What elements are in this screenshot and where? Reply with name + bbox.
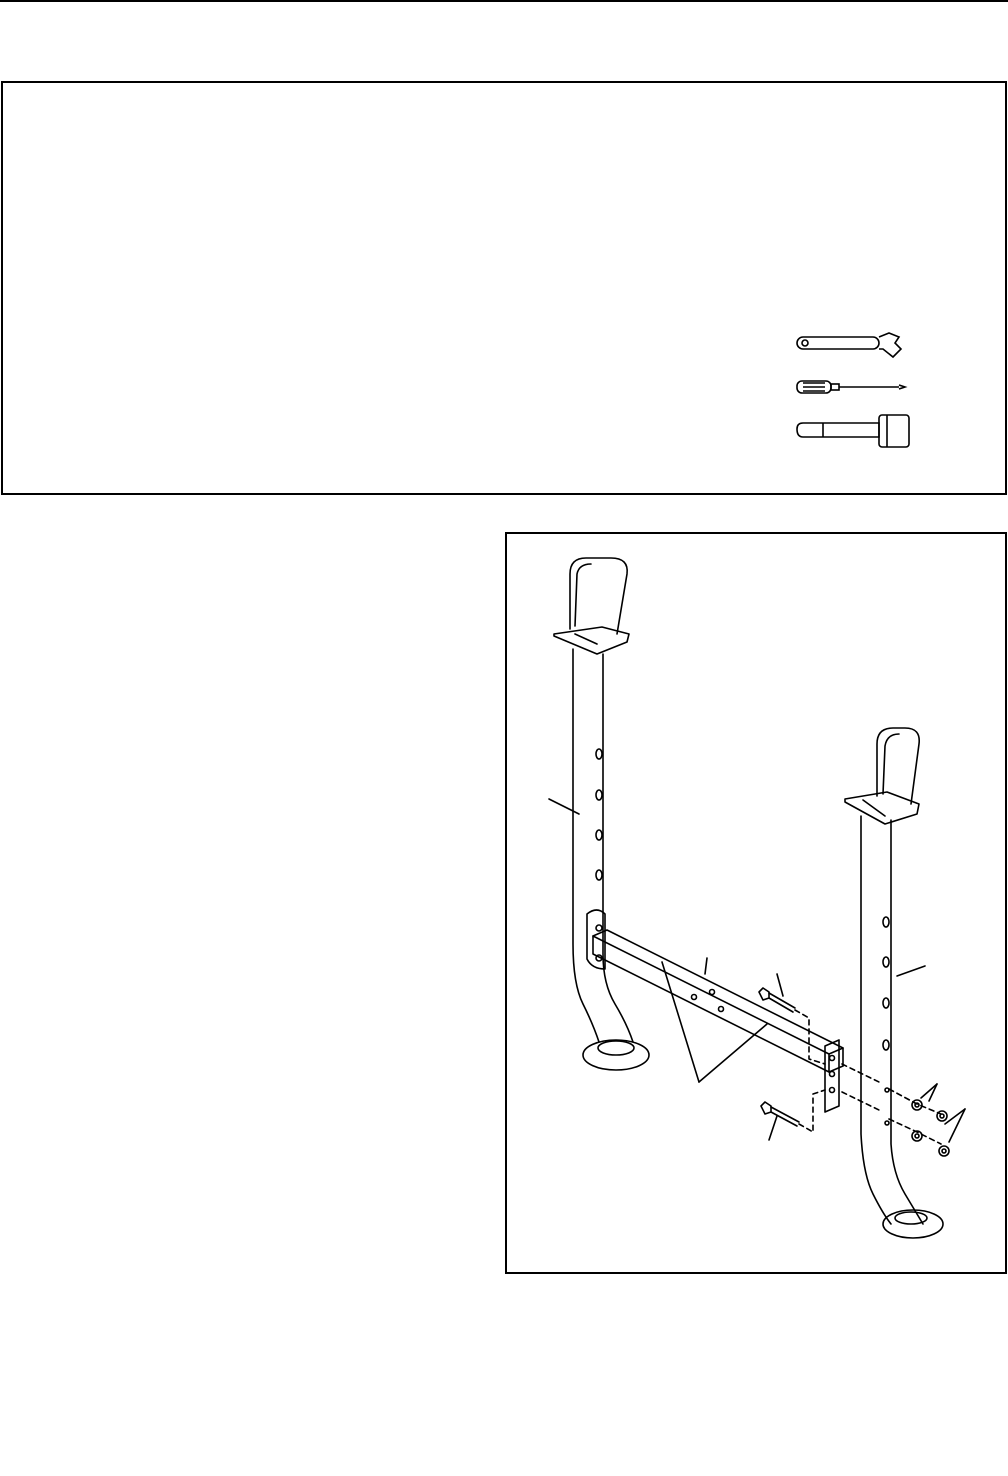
rubber-mallet-icon xyxy=(797,415,909,447)
base-crossbar xyxy=(593,930,843,1112)
tools-panel xyxy=(1,81,1007,495)
assembly-diagram xyxy=(507,534,1005,1272)
long-bolts xyxy=(759,974,799,1140)
adjustable-wrench-icon xyxy=(797,333,901,357)
nuts xyxy=(912,1084,965,1156)
assembly-guide-lines xyxy=(795,1010,941,1144)
assembly-figure xyxy=(505,532,1007,1274)
phillips-screwdriver-icon xyxy=(797,381,905,393)
right-upright xyxy=(845,728,943,1238)
tools-illustration xyxy=(783,323,923,463)
left-upright xyxy=(549,558,649,1070)
top-rule xyxy=(0,0,1008,2)
